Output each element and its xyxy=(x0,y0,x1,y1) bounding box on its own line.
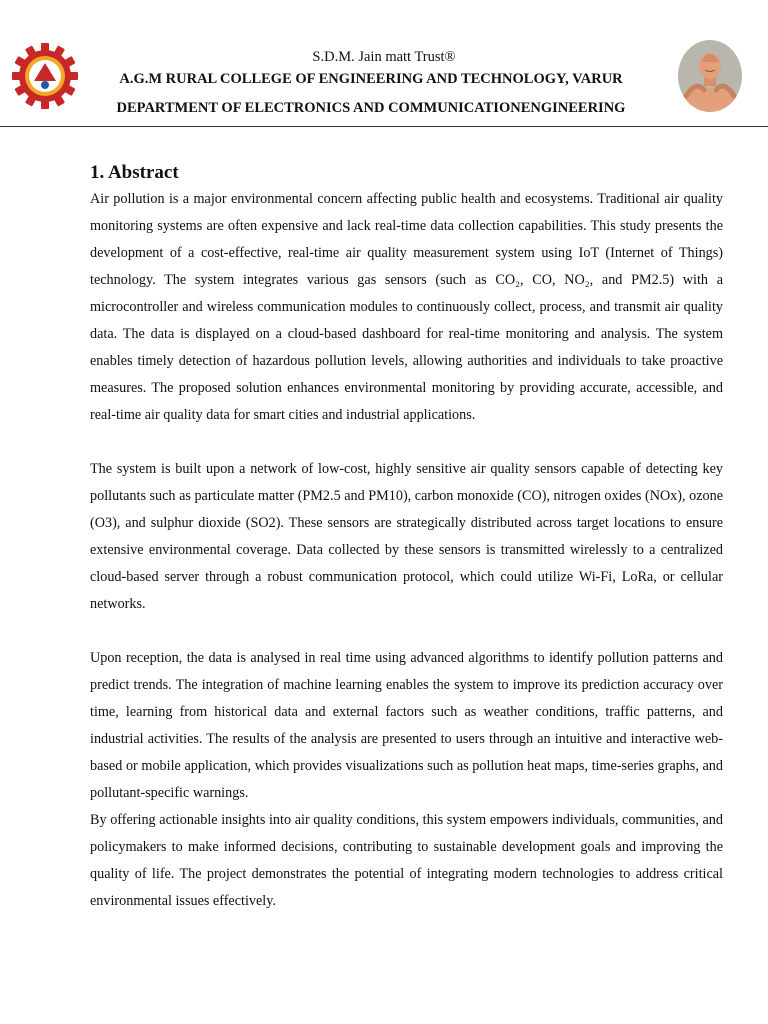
section-heading: 1. Abstract xyxy=(90,162,179,183)
trust-name: S.D.M. Jain matt Trust® xyxy=(312,49,456,65)
header-divider xyxy=(0,126,768,127)
college-name: A.G.M RURAL COLLEGE OF ENGINEERING AND TECHNOLOGY, VARUR xyxy=(119,71,623,87)
abstract-paragraph-4: By offering actionable insights into air quality conditions, this system empowers individuals, communities, and policymakers to make informed decisions, contributing to sustainable development goals and improving the quality of life. The project demonstrates the potential of integrating modern technologies to address critical environmental issues effectively. xyxy=(90,812,723,909)
founder-portrait-icon xyxy=(678,40,742,112)
abstract-paragraph-2: The system is built upon a network of low-cost, highly sensitive air quality sensors capable of detecting key pollutants such as particulate matter (PM2.5 and PM10), carbon monoxide (CO), nitrogen oxides (NOx), ozone (O3), and sulphur dioxide (SO2). These sensors are strategically distributed across target locations to ensure extensive environmental coverage. Data collected by these sensors is transmitted wirelessly to a centralized cloud-based server through a robust communication protocol, which could utilize Wi-Fi, LoRa, or cellular networks. xyxy=(90,461,723,612)
department-name: DEPARTMENT OF ELECTRONICS AND COMMUNICATIONENGINEERING xyxy=(116,100,626,116)
abstract-paragraph-3: Upon reception, the data is analysed in real time using advanced algorithms to identify pollution patterns and predict trends. The integration of machine learning enables the system to improve its prediction accuracy over time, learning from historical data and external factors such as weather conditions, traffic patterns, and industrial activities. The results of the analysis are presented to users through an intuitive and interactive web-based or mobile application, which provides visualizations such as pollution heat maps, time-series graphs, and pollutant-specific warnings. xyxy=(90,650,723,801)
letterhead xyxy=(0,0,768,128)
abstract-section xyxy=(90,160,723,915)
abstract-paragraph-1: Air pollution is a major environmental concern affecting public health and ecosystems. Traditional air quality monitoring systems are often expensive and lack real-time data collection capabilities. This study presents the development of a cost-effective, real-time air quality measurement system using IoT (Internet of Things) technology. The system integrates various gas sensors (such as CO₂, CO, NO₂, and PM2.5) with a microcontroller and wireless communication modules to continuously collect, process, and transmit air quality data. The data is displayed on a cloud-based dashboard for real-time monitoring and analysis. The system enables timely detection of hazardous pollution levels, allowing authorities and individuals to take proactive measures. The proposed solution enhances environmental monitoring by providing accurate, accessible, and real-time air quality data for smart cities and industrial applications. xyxy=(90,191,723,423)
